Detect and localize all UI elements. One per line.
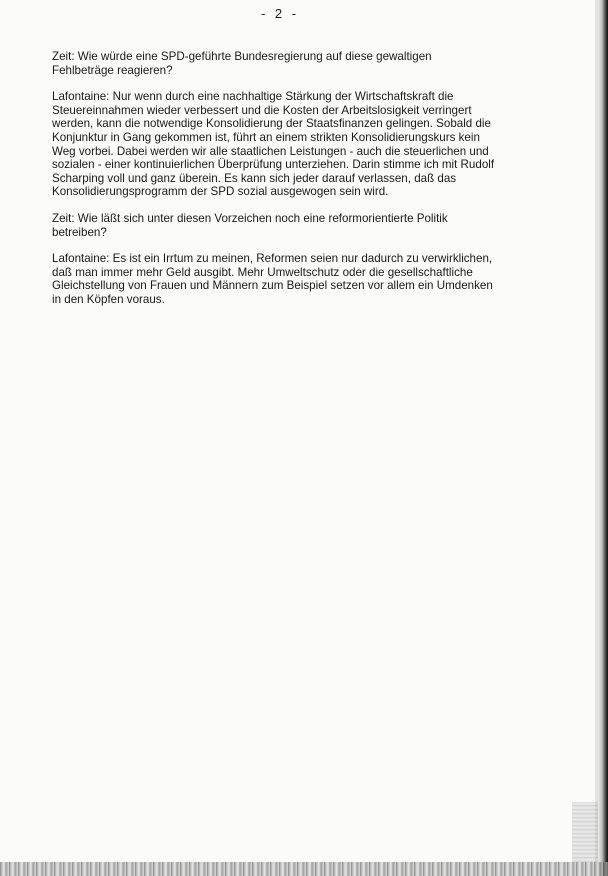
text-line: Scharping voll und ganz überein. Es kann sich jeder darauf verlassen, daß das xyxy=(52,171,457,185)
text-line: Steuereinnahmen wieder verbessert und die Kosten der Arbeitslosigkeit verringert xyxy=(52,103,472,117)
question-paragraph xyxy=(52,212,492,239)
page-number: - 2 - xyxy=(260,6,300,21)
answer-paragraph xyxy=(52,252,492,306)
text-line: Lafontaine: Es ist ein Irrtum zu meinen, Reformen seien nur dadurch zu verwirklichen, xyxy=(52,252,493,266)
scan-edge-right xyxy=(598,0,608,876)
text-line: Konjunktur in Gang gekommen ist, führt an einem strikten Konsolidierungskurs kein xyxy=(52,130,480,144)
interview-text xyxy=(52,50,495,320)
text-line: Zeit: Wie läßt sich unter diesen Vorzeichen noch eine reformorientierte Politik xyxy=(52,211,448,225)
scan-edge-bottom xyxy=(0,862,608,876)
scan-corner-artifact xyxy=(572,802,598,862)
question-paragraph xyxy=(52,50,492,77)
text-line: Konsolidierungsprogramm der SPD sozial ausgewogen sein wird. xyxy=(52,185,389,199)
text-line: daß man immer mehr Geld ausgibt. Mehr Umweltschutz oder die gesellschaftliche xyxy=(52,265,473,279)
text-line: Gleichstellung von Frauen und Männern zum Beispiel setzen vor allem ein Umdenken xyxy=(52,279,493,293)
text-line: werden, kann die notwendige Konsolidierung der Staatsfinanzen gelingen. Sobald die xyxy=(52,117,491,131)
text-line: Lafontaine: Nur wenn durch eine nachhaltige Stärkung der Wirtschaftskraft die xyxy=(52,90,454,104)
text-line: Zeit: Wie würde eine SPD-geführte Bundesregierung auf diese gewaltigen xyxy=(52,50,432,63)
answer-paragraph xyxy=(52,90,495,199)
text-line: sozialen - einer kontinuierlichen Überprüfung unterziehen. Darin stimme ich mit Rudolf xyxy=(52,158,495,172)
text-line: Weg vorbei. Dabei werden wir alle staatlichen Leistungen - auch die steuerlichen und xyxy=(52,144,489,158)
text-line: Fehlbeträge reagieren? xyxy=(52,63,173,77)
text-line: in den Köpfen voraus. xyxy=(52,292,165,306)
text-line: betreiben? xyxy=(52,225,107,239)
